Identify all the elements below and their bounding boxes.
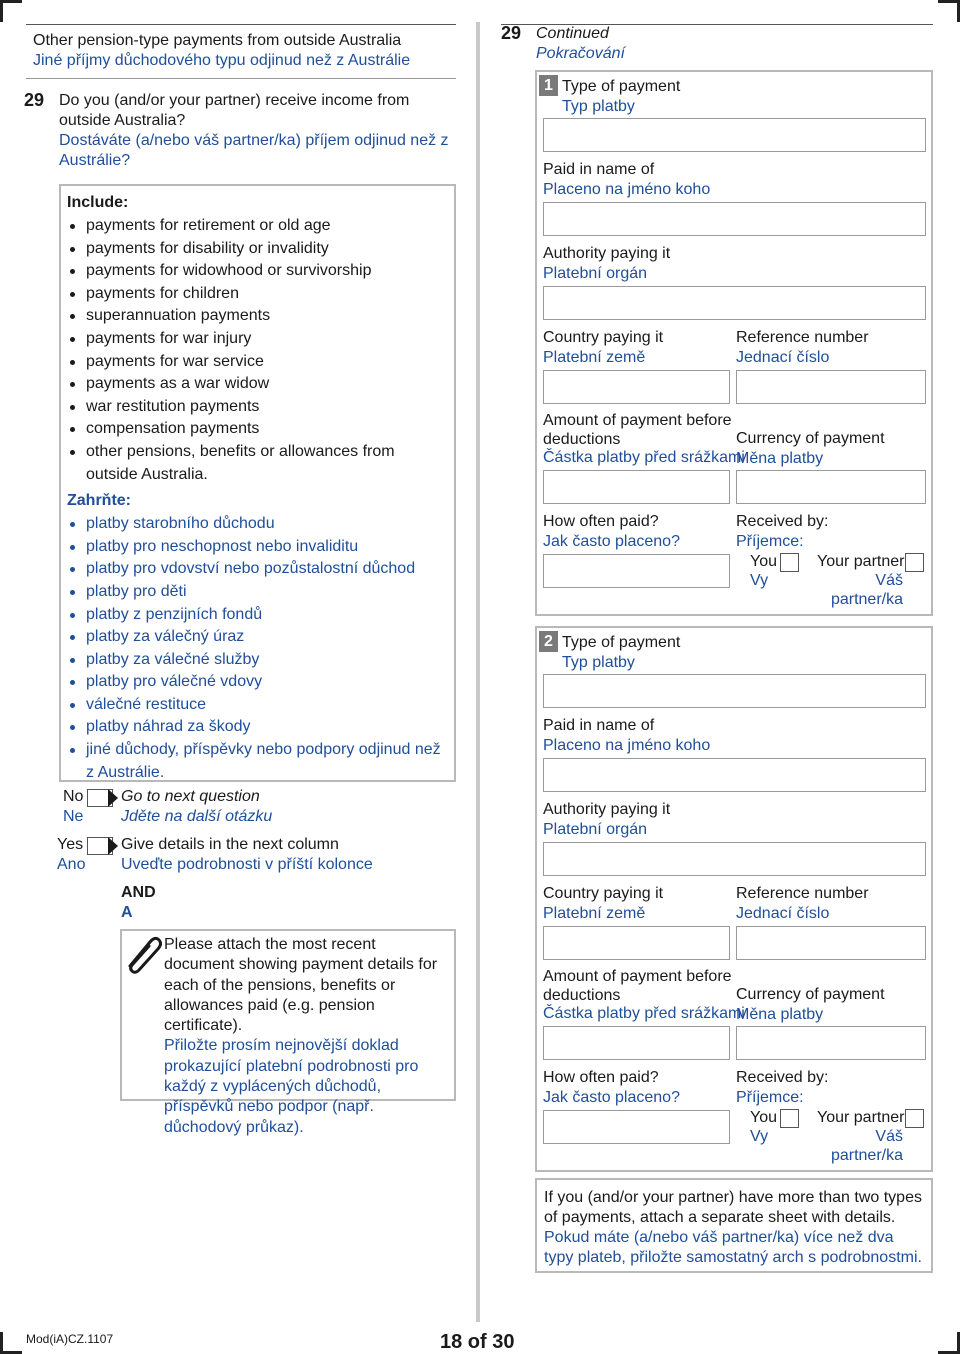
partner-label: [817, 1108, 903, 1165]
include-heading-cz: Zahrňte:: [67, 492, 131, 510]
authority-label: [543, 800, 670, 840]
section-title-en: Other pension-type payments from outside Australia: [33, 32, 402, 49]
yes-label-cz: Ano: [57, 856, 86, 873]
paid-label: [543, 716, 710, 756]
and-cz: A: [121, 904, 133, 921]
attach-en: Please attach the most recent document showing payment details for each of the pensions, benefits or allowances paid (e.g. pension certificate).: [164, 936, 438, 1035]
type-of-payment-field[interactable]: [543, 674, 926, 708]
section-title-cz: Jiné příjmy důchodového typu odjinud než z Austrálie: [33, 52, 411, 69]
currency-label-cz: Měna platby: [736, 450, 824, 467]
crop-mark: [938, 0, 960, 3]
note-en: If you (and/or your partner) have more than two types of payments, attach a separate sheet with details.: [544, 1189, 922, 1226]
received-label-cz: Příjemce:: [736, 1089, 804, 1106]
include-list-item: jiné důchody, příspěvky nebo podpory odjinud než z Austrálie.: [67, 739, 446, 784]
currency-field[interactable]: [736, 470, 926, 504]
currency-field[interactable]: [736, 1026, 926, 1060]
received-label: [736, 512, 829, 552]
you-label: You: [750, 553, 777, 570]
often-label: [543, 512, 680, 552]
amount-label-cz: Částka platby před srážkami: [543, 449, 745, 466]
received-label: Received by:: [736, 513, 829, 530]
type-label: Type of payment: [562, 634, 681, 651]
yes-instruction-cz: Uveďte podrobnosti v příští koloncе: [121, 856, 373, 873]
yes-option-label: [57, 835, 85, 875]
include-list-item: payments for children: [67, 283, 446, 306]
often-label-cz: Jak často placeno?: [543, 1089, 680, 1106]
currency-label-cz: Měna platby: [736, 1006, 824, 1023]
include-list-item: platby náhrad za škody: [67, 716, 446, 739]
authority-label-cz: Platební orgán: [543, 265, 648, 282]
no-option-label: [63, 787, 83, 827]
received-by-partner-checkbox[interactable]: [905, 553, 924, 572]
you-label-cz: Vy: [750, 1128, 769, 1145]
authority-paying-field[interactable]: [543, 842, 926, 876]
currency-label: Currency of payment: [736, 430, 885, 447]
continued-cz: Pokračování: [536, 45, 625, 62]
amount-label-cz: Částka platby před srážkami: [543, 1005, 745, 1022]
no-label: No: [63, 788, 84, 805]
received-by-you-checkbox[interactable]: [780, 1109, 799, 1128]
include-list-item: payments for war injury: [67, 328, 446, 351]
question-text: [59, 91, 454, 171]
country-label: Country paying it: [543, 329, 664, 346]
payment-block-2: [535, 626, 933, 1172]
type-label: [562, 77, 680, 117]
amount-field[interactable]: [543, 470, 730, 504]
paid-label: Paid in name of: [543, 717, 655, 734]
reference-label: Reference number: [736, 329, 869, 346]
and-en: AND: [121, 884, 156, 901]
include-list-item: payments for retirement or old age: [67, 215, 446, 238]
continued-en: Continued: [536, 25, 609, 42]
you-label-cz: Vy: [750, 572, 769, 589]
currency-label: [736, 985, 885, 1025]
include-list-item: other pensions, benefits or allowances from outside Australia.: [67, 441, 446, 486]
type-label: [562, 633, 680, 673]
include-list-item: platby pro vdovství nebo pozůstalostní důchod: [67, 558, 446, 581]
received-label-cz: Příjemce:: [736, 533, 804, 550]
country-label: [543, 884, 663, 924]
yes-instruction-en: Give details in the next column: [121, 836, 339, 853]
and-label: [121, 883, 156, 923]
received-label: [736, 1068, 829, 1108]
received-label: Received by:: [736, 1069, 829, 1086]
attach-text: [164, 935, 449, 1138]
attach-cz: Přiložte prosím nejnovější doklad prokazující platební podrobnosti pro každý z vyplácených důchodů, příspěvků nebo podpor (např. důchodový průkaz).: [164, 1037, 419, 1136]
note-cz: Pokud máte (a/nebo váš partner/ka) více než dva typy plateb, přiložte samostatný arch s podrobnostmi.: [544, 1229, 922, 1266]
question-number: 29: [24, 90, 45, 110]
authority-paying-field[interactable]: [543, 286, 926, 320]
include-list-item: platby pro děti: [67, 581, 446, 604]
question-cz: Dostáváte (a/nebo váš partner/ka) příjem odjinud než z Austrálie?: [59, 132, 449, 169]
include-list-item: válečné restituce: [67, 694, 446, 717]
often-label-cz: Jak často placeno?: [543, 533, 680, 550]
arrow-right-icon: [108, 789, 118, 807]
continued-label: [536, 24, 625, 64]
more-payments-note-box: [535, 1178, 933, 1273]
partner-label: Your partner: [817, 553, 905, 570]
paid-label: [543, 160, 710, 200]
include-list-item: platby pro válečné vdovy: [67, 671, 446, 694]
amount-label: [543, 968, 745, 1024]
no-instruction-cz: Jděte na další otázku: [121, 808, 273, 825]
payment-block-1: [535, 70, 933, 616]
include-list-item: payments as a war widow: [67, 373, 446, 396]
crop-mark: [0, 0, 3, 22]
type-of-payment-field[interactable]: [543, 118, 926, 152]
include-list-item: payments for widowhood or survivorship: [67, 260, 446, 283]
currency-label: [736, 429, 885, 469]
include-list-item: payments for war service: [67, 351, 446, 374]
no-instruction-en: Go to next question: [121, 788, 260, 805]
reference-label-cz: Jednací číslo: [736, 905, 830, 922]
partner-label: [817, 552, 903, 609]
payment-block-number: 1: [539, 75, 558, 96]
yes-instruction: [121, 835, 373, 875]
partner-label-cz: Váš partner/ka: [830, 572, 903, 608]
country-label: Country paying it: [543, 885, 664, 902]
section-rule: [26, 78, 456, 79]
paid-label: Paid in name of: [543, 161, 655, 178]
authority-label: Authority paying it: [543, 801, 671, 818]
amount-label: Amount of payment before deductions: [543, 412, 732, 448]
authority-label-cz: Platební orgán: [543, 821, 648, 838]
include-list-item: platby pro neschopnost nebo invaliditu: [67, 536, 446, 559]
form-code: Mod(iA)CZ.1107: [26, 1332, 114, 1346]
reference-label: [736, 328, 869, 368]
payment-block-number: 2: [539, 631, 558, 652]
page-number: 18 of 30: [440, 1331, 515, 1353]
include-box: [59, 184, 456, 782]
include-list-item: superannuation payments: [67, 305, 446, 328]
no-instruction: [121, 787, 272, 827]
include-list-cz: [67, 513, 446, 784]
country-label-cz: Platební země: [543, 905, 646, 922]
question-number-right: 29: [501, 23, 522, 43]
received-by-partner-checkbox[interactable]: [905, 1109, 924, 1128]
no-label-cz: Ne: [63, 808, 84, 825]
authority-label: Authority paying it: [543, 245, 671, 262]
arrow-right-icon: [108, 837, 118, 855]
reference-label: [736, 884, 869, 924]
include-list-item: compensation payments: [67, 418, 446, 441]
amount-label: [543, 412, 745, 468]
yes-label: Yes: [57, 836, 84, 853]
reference-number-field[interactable]: [736, 926, 926, 960]
often-label: [543, 1068, 680, 1108]
paperclip-icon: [122, 932, 162, 974]
question-en: Do you (and/or your partner) receive income from outside Australia?: [59, 92, 410, 129]
paid-in-name-of-field[interactable]: [543, 758, 926, 792]
country-paying-field[interactable]: [543, 926, 730, 960]
paid-in-name-of-field[interactable]: [543, 202, 926, 236]
amount-field[interactable]: [543, 1026, 730, 1060]
reference-label: Reference number: [736, 885, 869, 902]
include-list-item: payments for disability or invalidity: [67, 238, 446, 261]
section-title: [33, 31, 453, 71]
authority-label: [543, 244, 670, 284]
currency-label: Currency of payment: [736, 986, 885, 1003]
include-list-item: platby za válečný úraz: [67, 626, 446, 649]
include-list-item: platby starobního důchodu: [67, 513, 446, 536]
crop-mark: [0, 0, 22, 3]
paid-label-cz: Placeno na jméno koho: [543, 181, 711, 198]
partner-label: Your partner: [817, 1109, 905, 1126]
amount-label: Amount of payment before deductions: [543, 968, 732, 1004]
include-list-item: platby za válečné služby: [67, 649, 446, 672]
country-label: [543, 328, 663, 368]
you-label: You: [750, 1109, 777, 1126]
include-list-item: platby z penzijních fondů: [67, 604, 446, 627]
reference-label-cz: Jednací číslo: [736, 349, 830, 366]
include-heading: Include:: [67, 194, 129, 211]
top-rule: [26, 24, 456, 25]
type-label-cz: Typ platby: [562, 654, 635, 671]
how-often-field[interactable]: [543, 1110, 730, 1144]
often-label: How often paid?: [543, 513, 659, 530]
paid-label-cz: Placeno na jméno koho: [543, 737, 711, 754]
how-often-field[interactable]: [543, 554, 730, 588]
country-paying-field[interactable]: [543, 370, 730, 404]
column-divider: [476, 22, 480, 1322]
you-label: [750, 552, 777, 590]
you-label: [750, 1108, 777, 1146]
type-label: Type of payment: [562, 78, 681, 95]
received-by-you-checkbox[interactable]: [780, 553, 799, 572]
often-label: How often paid?: [543, 1069, 659, 1086]
type-label-cz: Typ platby: [562, 98, 635, 115]
country-label-cz: Platební země: [543, 349, 646, 366]
partner-label-cz: Váš partner/ka: [830, 1128, 903, 1164]
reference-number-field[interactable]: [736, 370, 926, 404]
include-list: [67, 215, 446, 486]
include-list-item: war restitution payments: [67, 396, 446, 419]
